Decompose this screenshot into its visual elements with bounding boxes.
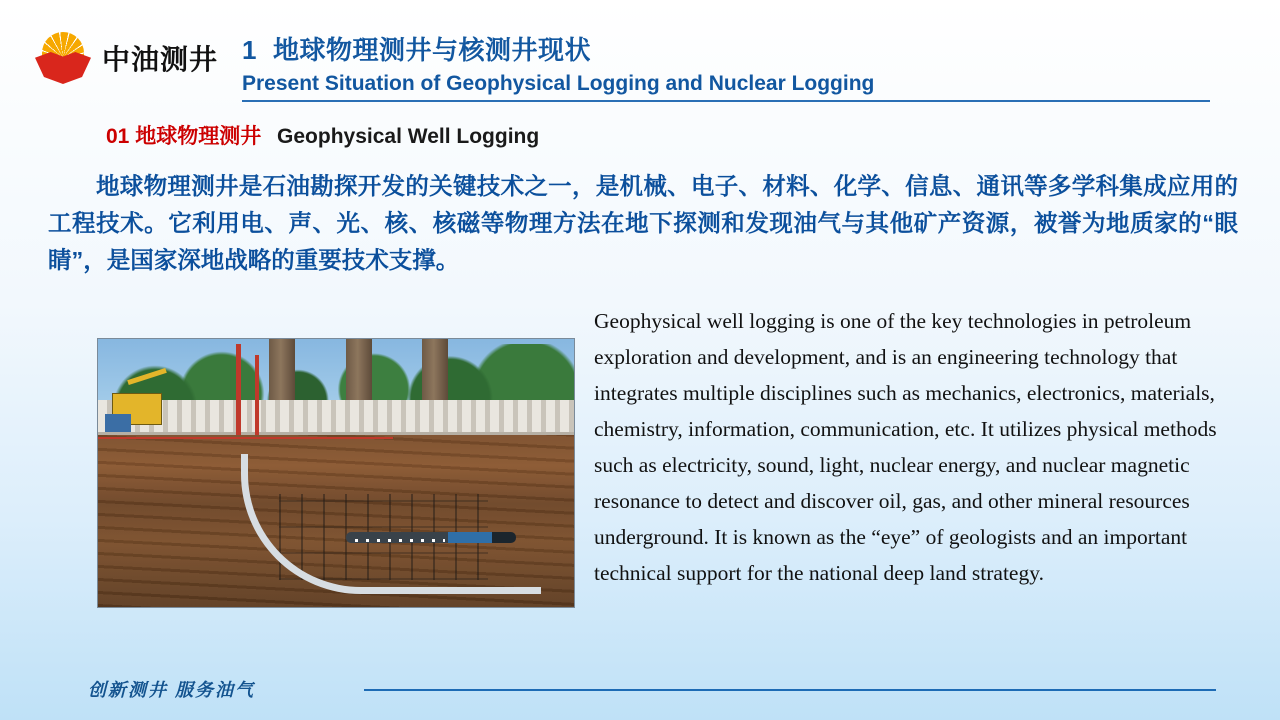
cnpc-sun-logo-icon: [34, 32, 92, 84]
illustration-equipment-box: [105, 414, 131, 432]
page-title-number: 1: [242, 35, 257, 65]
english-paragraph: Geophysical well logging is one of the key technologies in petroleum exploration and development, and is an engineering technology that integrates multiple disciplines such as mechanics, electronics, materials, chemistry, information, communication, etc. It utilizes physical methods such as electricity, sound, light, nuclear energy, and nuclear magnetic resonance to detect and discover oil, gas, and other mineral resources underground. It is known as the “eye” of geologists and an important technical support for the national deep land strategy.: [594, 309, 1217, 585]
chinese-paragraph: 地球物理测井是石油勘探开发的关键技术之一，是机械、电子、材料、化学、信息、通讯等多学科集成应用的工程技术。它利用电、声、光、核、核磁等物理方法在地下探测和发现油气与其他矿产资源，被誉为地质家的“眼睛”，是国家深地战略的重要技术支撑。: [48, 173, 1238, 273]
illustration-derrick: [255, 355, 259, 435]
section-title-en: Geophysical Well Logging: [277, 125, 540, 148]
page-title-en: Present Situation of Geophysical Logging and Nuclear Logging: [242, 72, 875, 95]
page-title-cn-text: 地球物理测井与核测井现状: [272, 35, 591, 65]
footer-slogan: 创新测井 服务油气: [88, 680, 256, 700]
slide-header: [0, 14, 1280, 106]
section-number: 01: [106, 125, 130, 148]
section-heading: [106, 120, 539, 150]
footer-divider: [364, 689, 1216, 691]
brand-logo: [34, 32, 218, 84]
illustration-tool-detail: [355, 539, 445, 542]
page-title-cn: [242, 30, 1217, 67]
well-logging-illustration: [97, 338, 575, 608]
illustration-reference-line: [98, 437, 393, 439]
section-title-cn: 地球物理测井: [135, 125, 262, 148]
brand-name: 中油测井: [102, 44, 219, 75]
title-divider: [242, 100, 1210, 102]
page-title: [242, 30, 1217, 96]
illustration-fence: [98, 400, 574, 435]
illustration-derrick: [236, 344, 241, 435]
